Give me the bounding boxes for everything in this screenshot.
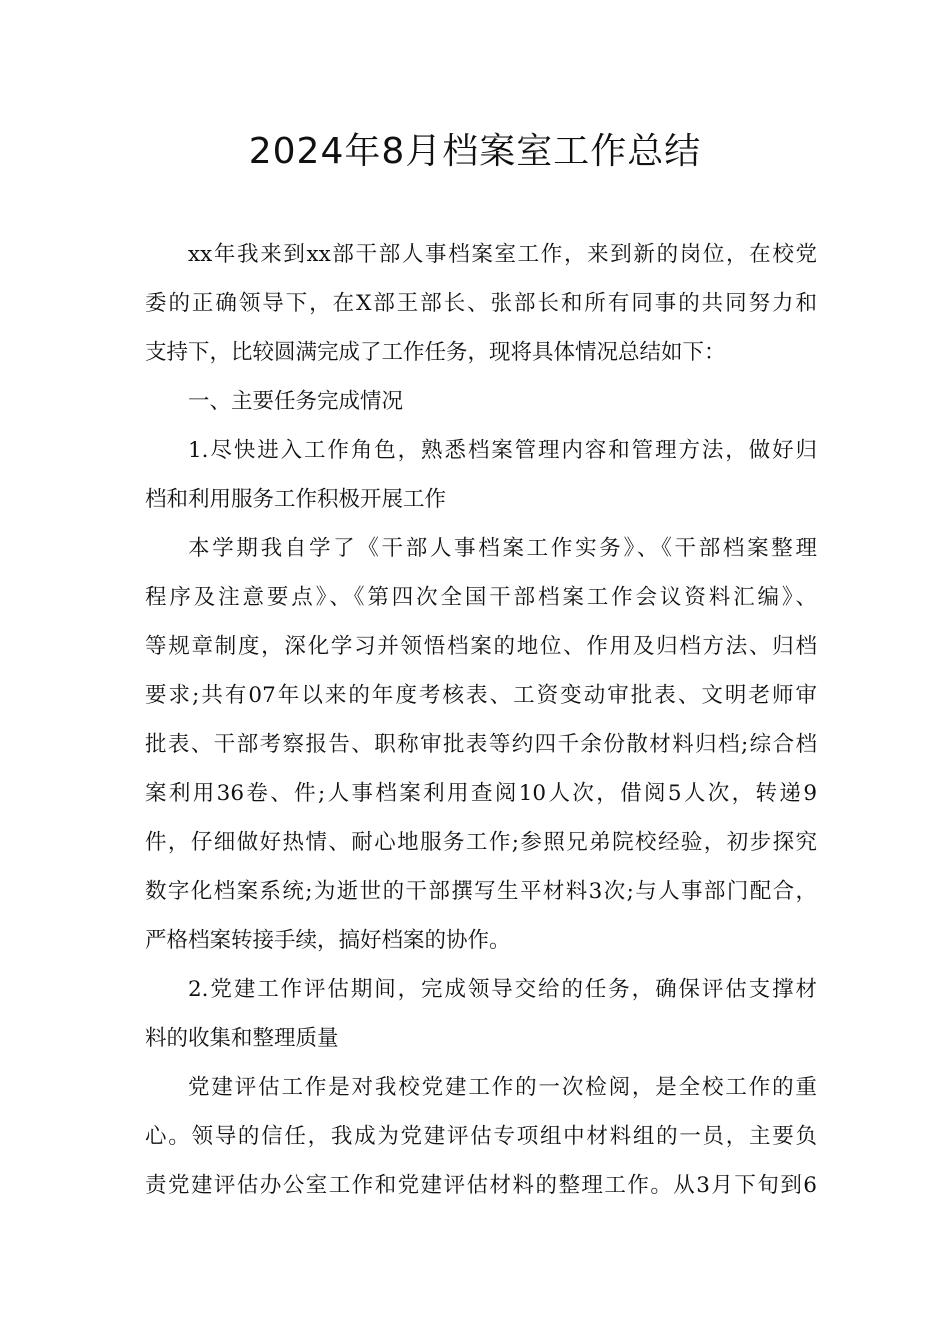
paragraph-line: 支持下，比较圆满完成了工作任务，现将具体情况总结如下： (145, 340, 726, 365)
paragraph-line: 程序及注意要点》、《第四次全国干部档案工作会议资料汇编》、 (145, 585, 817, 610)
section-heading: 一、主要任务完成情况 (188, 389, 404, 414)
subsection-heading-line: 2.党建工作评估期间，完成领导交给的任务，确保评估支撑材 (188, 977, 817, 1002)
paragraph-line: 等规章制度，深化学习并领悟档案的地位、作用及归档方法、归档 (145, 634, 817, 659)
paragraph-line: 责党建评估办公室工作和党建评估材料的整理工作。从3月下旬到6 (145, 1173, 817, 1198)
paragraph-line: 要求;共有07年以来的年度考核表、工资变动审批表、文明老师审 (145, 683, 817, 708)
document-body (145, 230, 817, 1210)
paragraph-line: 件，仔细做好热情、耐心地服务工作;参照兄弟院校经验，初步探究 (145, 830, 817, 855)
paragraph-line: 委的正确领导下，在X部王部长、张部长和所有同事的共同努力和 (145, 291, 817, 316)
paragraph-line: xx年我来到xx部干部人事档案室工作，来到新的岗位，在校党 (188, 242, 817, 267)
subsection-heading-line: 料的收集和整理质量 (145, 1026, 339, 1051)
paragraph-line: 批表、干部考察报告、职称审批表等约四千余份散材料归档;综合档 (145, 732, 817, 757)
subsection-heading-line: 1.尽快进入工作角色，熟悉档案管理内容和管理方法，做好归 (188, 438, 817, 463)
paragraph-line: 心。领导的信任，我成为党建评估专项组中材料组的一员，主要负 (145, 1124, 817, 1149)
paragraph-line: 严格档案转接手续，搞好档案的协作。 (145, 928, 511, 953)
paragraph-line: 数字化档案系统;为逝世的干部撰写生平材料3次;与人事部门配合， (145, 879, 817, 904)
paragraph-line: 党建评估工作是对我校党建工作的一次检阅，是全校工作的重 (188, 1075, 817, 1100)
paragraph-line: 本学期我自学了《干部人事档案工作实务》、《干部档案整理 (188, 536, 817, 561)
paragraph-line: 案利用36卷、件;人事档案利用查阅10人次，借阅5人次，转递9 (145, 781, 817, 806)
document-title: 2024年8月档案室工作总结 (248, 131, 702, 172)
subsection-heading-line: 档和利用服务工作积极开展工作 (145, 487, 447, 512)
